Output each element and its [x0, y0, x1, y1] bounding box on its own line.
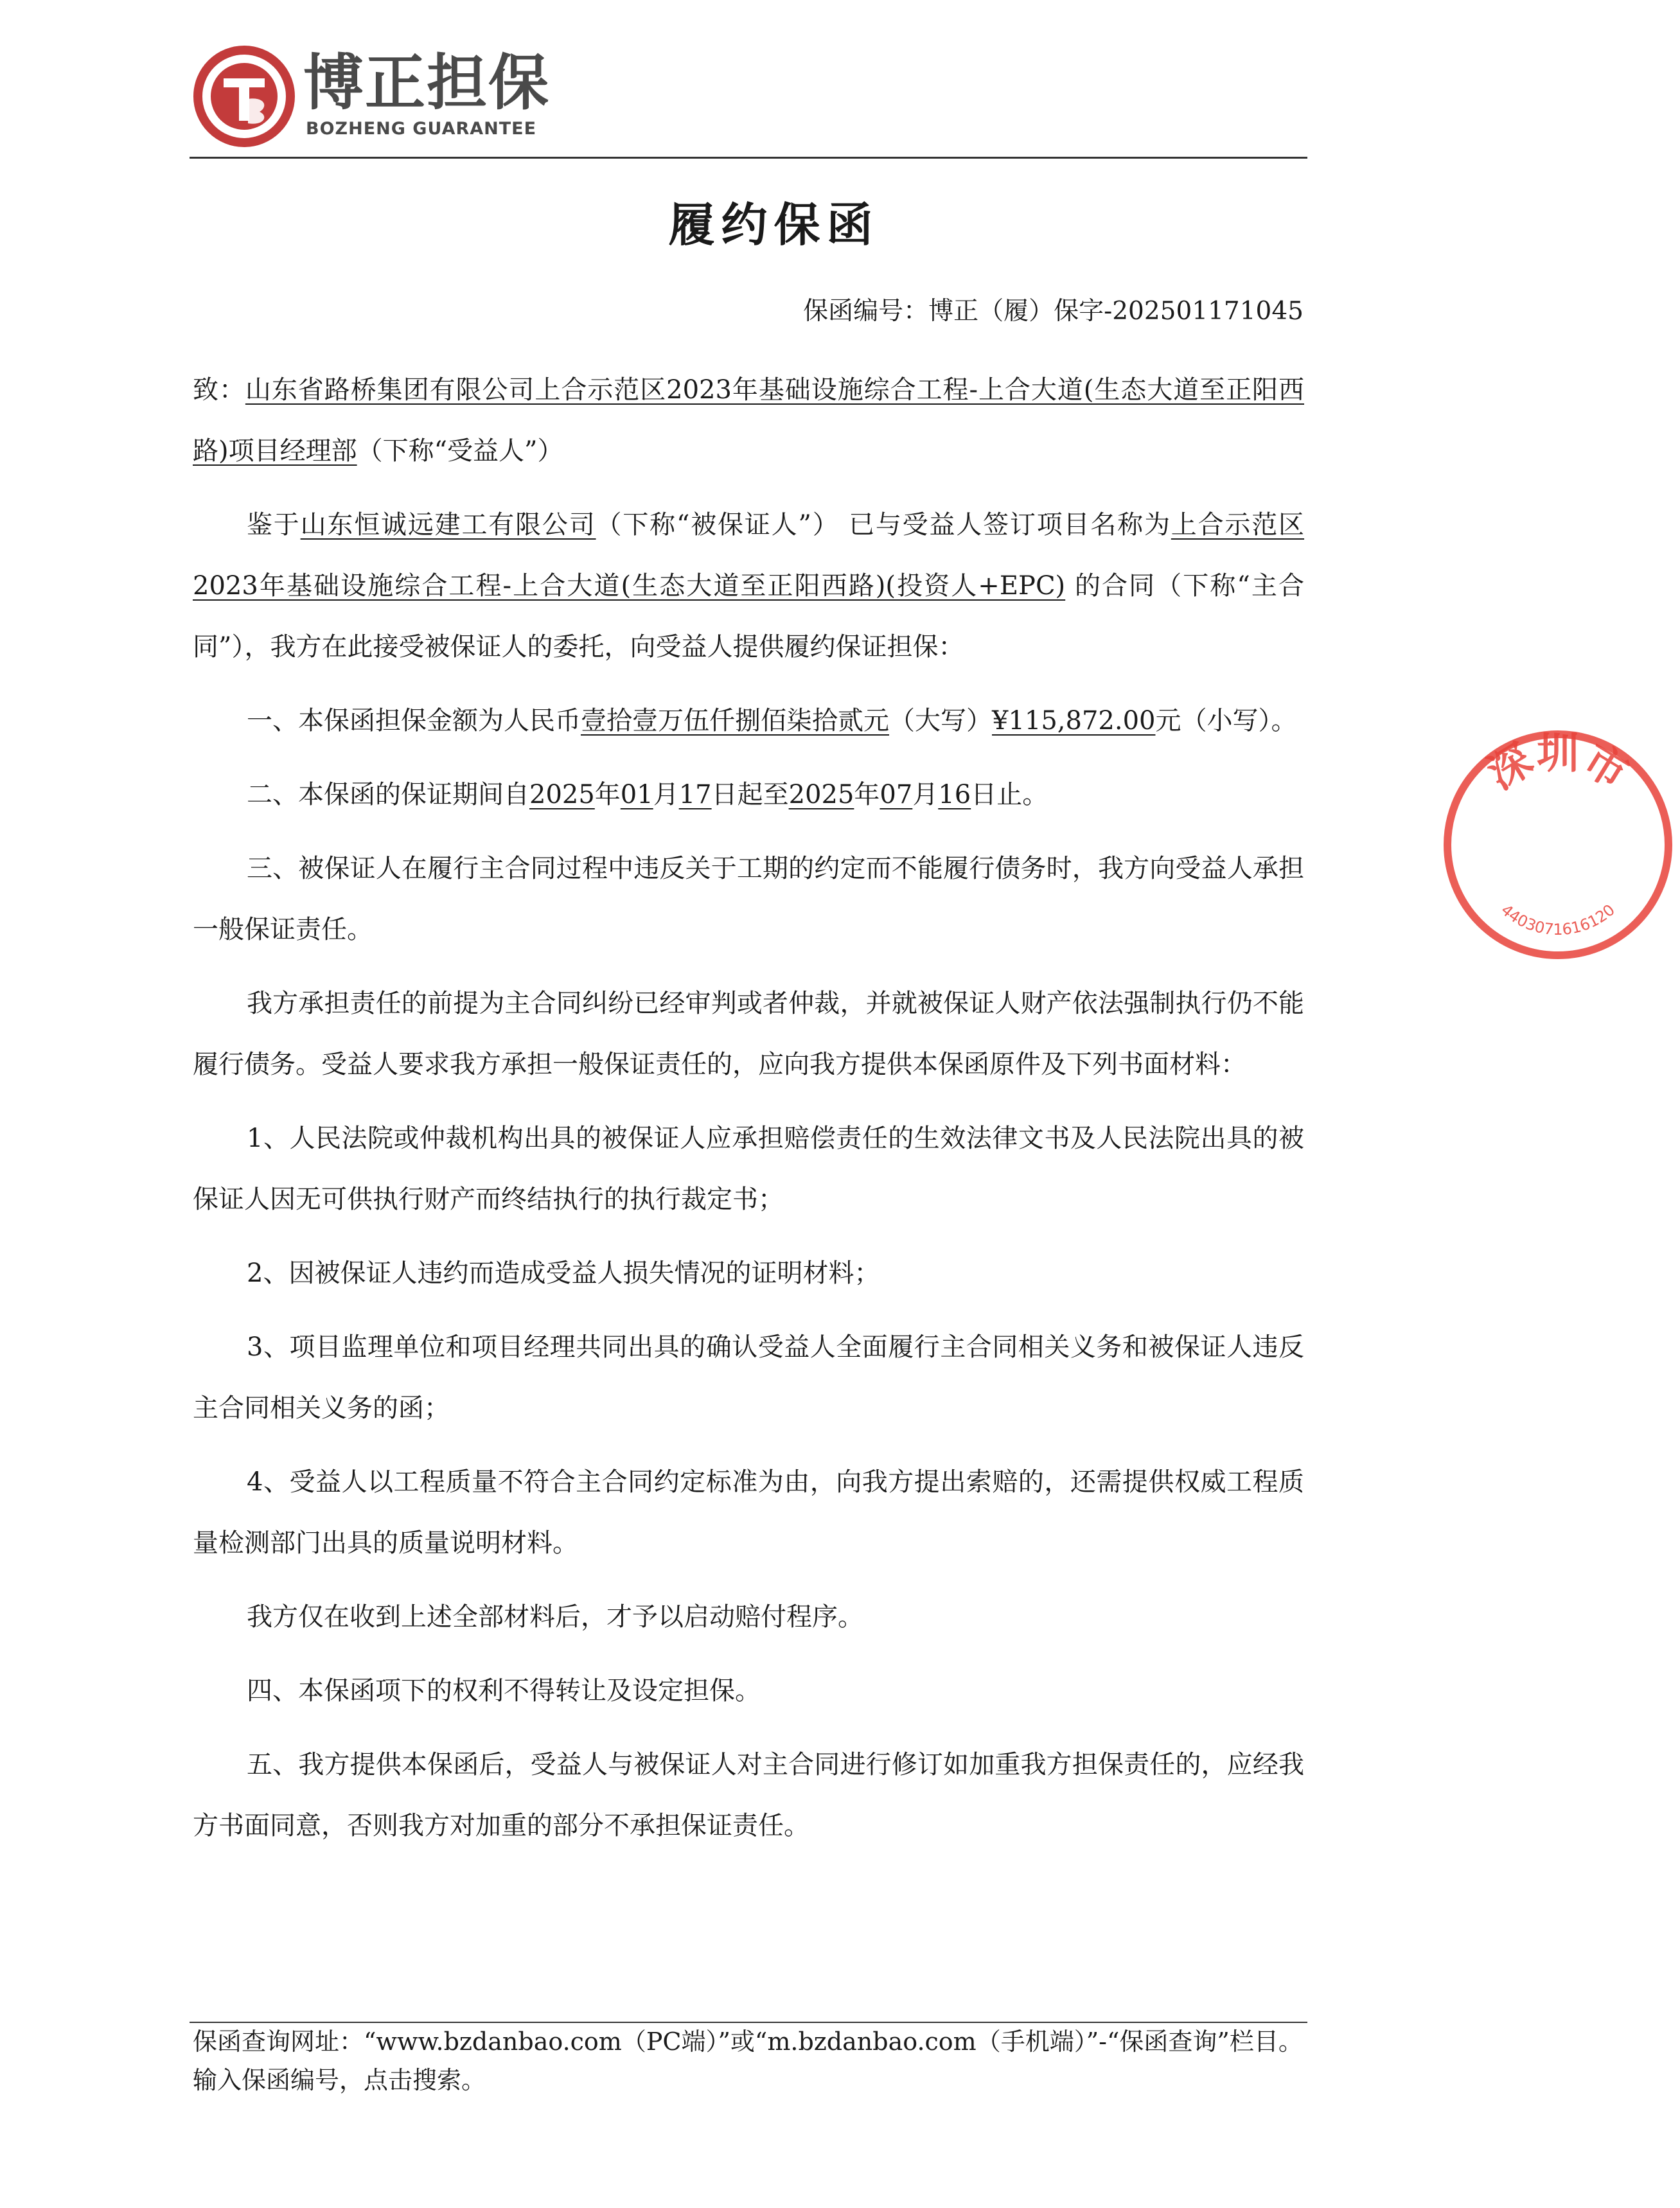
company-seal-icon	[1436, 723, 1680, 967]
beneficiary-name: 山东省路桥集团有限公司上合示范区2023年基础设施综合工程-上合大道(生态大道至正阳西路)项目经理部	[193, 375, 1304, 466]
bozheng-logo-icon	[193, 45, 296, 148]
end-month: 07	[880, 780, 913, 809]
day-unit: 日起至	[711, 780, 789, 809]
month-unit: 月	[653, 780, 679, 809]
clause-3-liability: 三、被保证人在履行主合同过程中违反关于工期的约定而不能履行债务时，我方向受益人承担一般保证责任。	[193, 854, 1304, 944]
material-item: 2、因被保证人违约而造成受益人损失情况的证明材料；	[247, 1259, 880, 1288]
start-month: 01	[620, 780, 653, 809]
recipient-paragraph	[193, 360, 1304, 482]
claim-note: 我方仅在收到上述全部材料后，才予以启动赔付程序。	[247, 1602, 863, 1632]
document-body	[193, 360, 1304, 1869]
svg-text:4403071616120	[1498, 901, 1618, 939]
logo-name-cn: 博正担保	[303, 48, 551, 118]
clause-1-amount	[193, 691, 1304, 752]
project-name: 上合示范区2023年基础设施综合工程-上合大道(生态大道至正阳西路)(投资人+EPC)	[193, 510, 1305, 601]
clause-1-mid: （大写）	[889, 706, 992, 736]
seal-number: 4403071616120	[1497, 901, 1619, 939]
clause-2-lead: 二、本保函的保证期间自	[247, 780, 529, 809]
year-unit: 年	[854, 780, 880, 809]
intro-paragraph	[193, 495, 1304, 678]
recipient-prefix: 致：	[193, 375, 245, 405]
year-unit: 年	[594, 780, 621, 809]
amount-in-figures: ¥115,872.00	[992, 706, 1156, 736]
clause-2-period	[193, 764, 1304, 826]
document-title: 履约保函	[668, 197, 880, 252]
material-item: 1、人民法院或仲裁机构出具的被保证人应承担赔偿责任的生效法律文书及人民法院出具的被保证人因无可供执行财产而终结执行的执行裁定书；	[193, 1124, 1304, 1214]
header-divider	[190, 157, 1307, 159]
principal-name: 山东恒诚远建工有限公司	[300, 510, 596, 540]
principal-alias: （下称“被保证人”）	[596, 510, 840, 540]
day-unit: 日止。	[971, 780, 1048, 809]
month-unit: 月	[912, 780, 939, 809]
amount-in-words: 壹拾壹万伍仟捌佰柒拾贰元	[581, 706, 889, 736]
clause-5-amendment: 五、我方提供本保函后，受益人与被保证人对主合同进行修订如加重我方担保责任的，应经我方书面同意，否则我方对加重的部分不承担保证责任。	[193, 1750, 1304, 1841]
seal-text: 深圳市	[1479, 729, 1637, 799]
guarantee-number: 保函编号：博正（履）保字-202501171045	[803, 297, 1304, 326]
beneficiary-alias: （下称“受益人”）	[357, 436, 563, 466]
end-day: 16	[938, 780, 971, 809]
intro-lead: 鉴于	[247, 510, 301, 540]
clause-1-tail: 元（小写）。	[1155, 706, 1297, 736]
query-instructions: 保函查询网址：“www.bzdanbao.com（PC端）”或“m.bzdanbao.com（手机端）”-“保函查询”栏目。输入保函编号，点击搜索。	[193, 2027, 1303, 2094]
svg-text:深圳市	[1479, 729, 1637, 799]
intro-tail: 的合同（下称“主合同”），我方在此接受被保证人的委托，向受益人提供履约保证担保：	[193, 571, 1305, 662]
logo-name-en: BOZHENG GUARANTEE	[306, 119, 537, 139]
start-year: 2025	[529, 780, 595, 809]
end-year: 2025	[788, 780, 854, 809]
intro-mid: 已与受益人签订项目名称为	[849, 510, 1171, 540]
liability-premise: 我方承担责任的前提为主合同纠纷已经审判或者仲裁，并就被保证人财产依法强制执行仍不能履行债务。受益人要求我方承担一般保证责任的，应向我方提供本保函原件及下列书面材料：	[193, 989, 1304, 1079]
start-day: 17	[678, 780, 712, 809]
clause-4-transfer: 四、本保函项下的权利不得转让及设定担保。	[247, 1676, 761, 1706]
company-logo	[193, 45, 578, 148]
clause-1-lead: 一、本保函担保金额为人民币	[247, 706, 581, 736]
material-item: 4、受益人以工程质量不符合主合同约定标准为由，向我方提出索赔的，还需提供权威工程质量检测部门出具的质量说明材料。	[193, 1467, 1304, 1558]
material-item: 3、项目监理单位和项目经理共同出具的确认受益人全面履行主合同相关义务和被保证人违反主合同相关义务的函；	[193, 1332, 1304, 1423]
